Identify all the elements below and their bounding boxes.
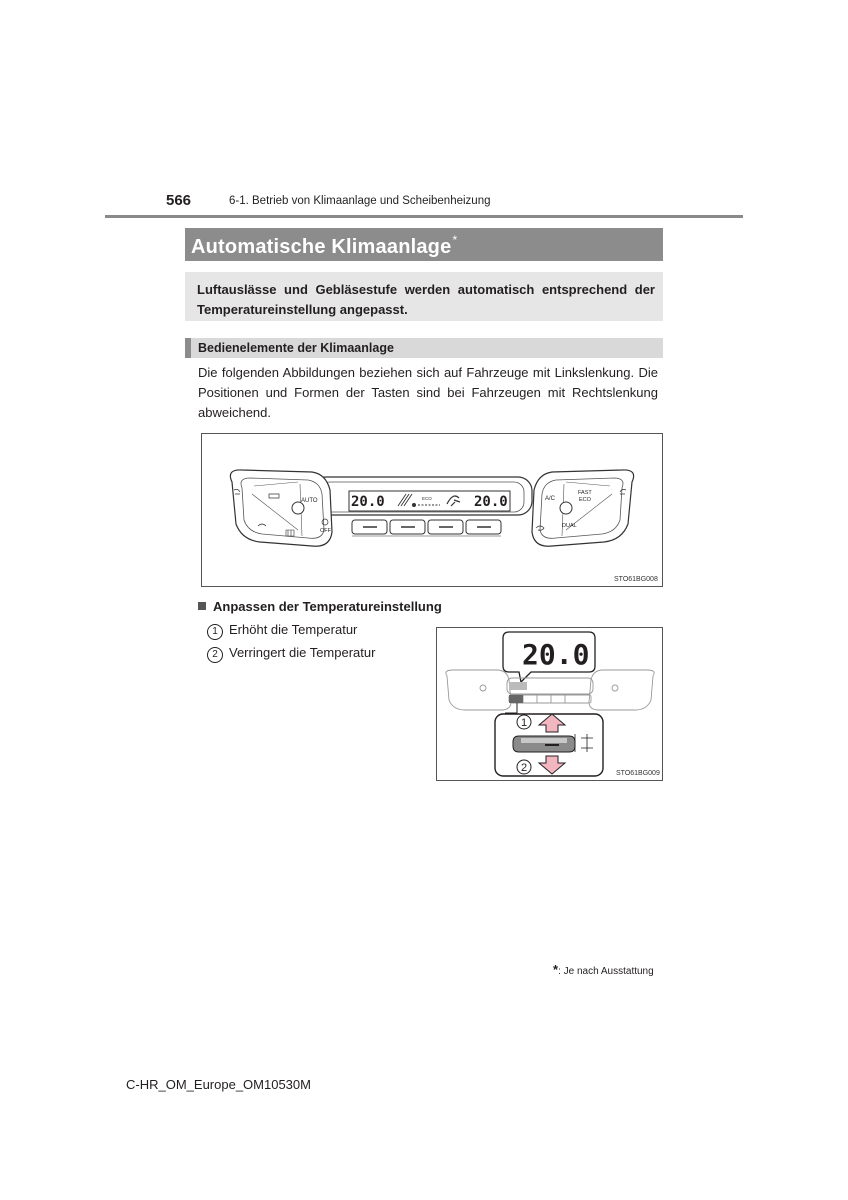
section-heading-bar [185,338,663,358]
footnote-text: : Je nach Ausstattung [558,966,654,977]
title-bar [185,228,663,261]
intro-box [185,272,663,321]
section-body-text: Die folgenden Abbildungen beziehen sich auf Fahrzeuge mit Linkslenkung. Die Positionen und Formen der Tasten sind bei Fahrzeugen mit Rechtslenkung abweichend. [198,365,658,420]
callout-1-label: 1 [521,717,528,729]
page-title [191,233,457,259]
callout-display-temp: 20.0 [522,638,590,671]
subsection-heading [198,599,442,614]
control-panel-illustration [202,434,662,586]
document-footer: C-HR_OM_Europe_OM10530M [126,1077,311,1092]
control-panel-figure [201,433,663,587]
figure-code: STO61BG008 [614,576,658,583]
callout-2-label: 2 [521,762,528,774]
fan-indicator-icon [412,503,416,507]
temperature-switch-figure [436,627,663,781]
bullet-square-icon [198,602,206,610]
display-right-temp: 20.0 [474,494,508,510]
display-left-temp: 20.0 [351,494,385,510]
list-item [207,622,357,640]
section-marker [185,338,191,358]
list-item-text: Erhöht die Temperatur [229,622,358,637]
eco-button-label: ECO [579,497,591,503]
off-button-label: OFF [320,528,331,534]
callout-number: 2 [207,647,223,663]
dual-button-label: DUAL [562,523,577,529]
list-item [207,645,375,663]
temperature-switch-illustration [437,628,662,780]
page-title-text: Automatische Klimaanlage [191,236,452,258]
page-number: 566 [166,192,192,209]
intro-text: Luftauslässe und Gebläsestufe werden automatisch entsprechend der Temperatureinstellung angepasst. [197,282,655,317]
right-control-cluster [532,470,634,546]
footnote [553,962,654,977]
callout-number: 1 [207,624,223,640]
auto-button-label: AUTO [301,498,318,504]
footnote-mark: * [553,962,559,977]
subsection-heading-text: Anpassen der Temperatureinstellung [213,599,442,614]
title-asterisk: * [452,233,458,247]
left-control-cluster [230,470,332,546]
ac-button-label: A/C [545,496,556,502]
list-item-text: Verringert die Temperatur [229,645,376,660]
running-header: 6-1. Betrieb von Klimaanlage und Scheibenheizung [229,195,491,207]
fast-button-label: FAST [578,490,592,496]
figure-code: STO61BG009 [616,770,660,777]
header-rule [105,215,743,218]
section-heading: Bedienelemente der Klimaanlage [198,341,394,355]
temp-rocker-switches [352,520,501,536]
display-eco-label: ECO [422,496,432,501]
